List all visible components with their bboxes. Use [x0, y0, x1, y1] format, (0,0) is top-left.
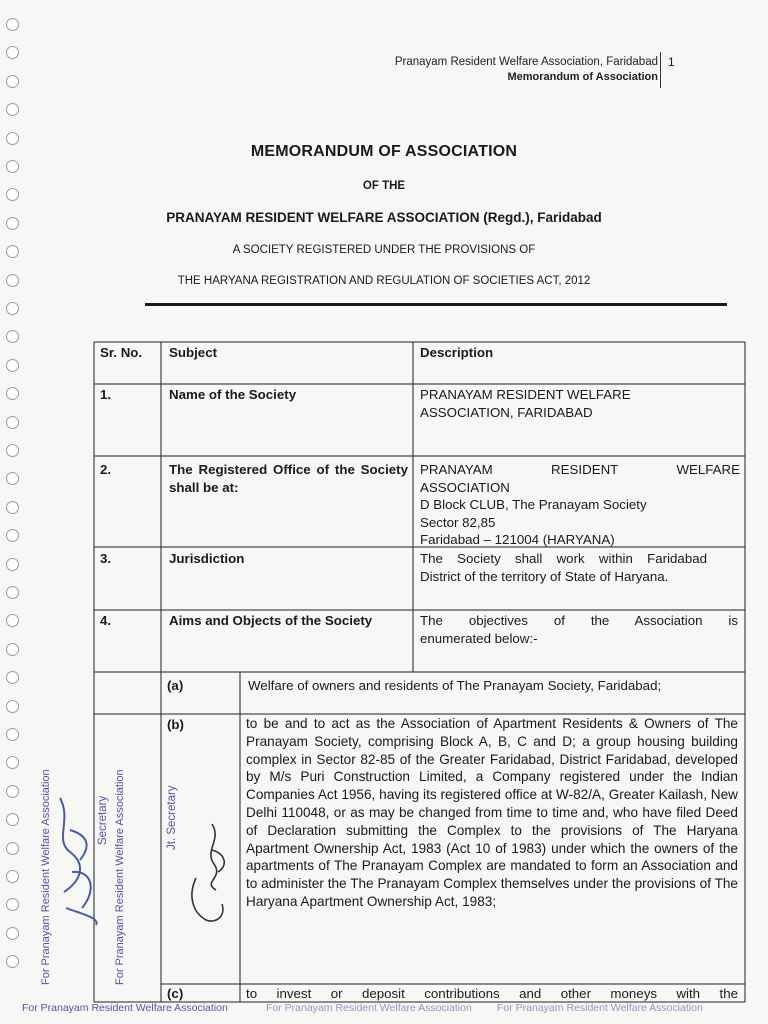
objective-a-label: (a)	[167, 678, 184, 693]
footer-stamp-2: For Pranayam Resident Welfare Association	[266, 1002, 472, 1014]
row-1-sr: 1.	[100, 387, 112, 402]
footer-stamp-1: For Pranayam Resident Welfare Association	[22, 1002, 228, 1014]
row-2-desc-line: Sector 82,85	[420, 514, 496, 530]
row-3-desc-line: District of the territory of State of Haryana.	[420, 568, 669, 584]
row-4-desc-line: enumerated below:-	[420, 630, 538, 646]
row-2-desc-line: PRANAYAM RESIDENT WELFARE	[420, 462, 740, 477]
association-stamp-left: For Pranayam Resident Welfare Association	[40, 769, 52, 985]
row-1-desc-line: ASSOCIATION, FARIDABAD	[420, 404, 593, 420]
running-header-org: Pranayam Resident Welfare Association, Faridabad	[394, 56, 658, 68]
table-header-description: Description	[420, 345, 494, 360]
row-1-description	[420, 386, 738, 421]
row-2-description	[420, 461, 740, 549]
row-3-subject: Jurisdiction	[169, 551, 245, 566]
running-header-doc: Memorandum of Association	[507, 71, 658, 83]
objective-a-text: Welfare of owners and residents of The Pranayam Society, Faridabad;	[248, 678, 662, 693]
row-2-desc-line: D Block CLUB, The Pranayam Society	[420, 497, 647, 513]
table-header-sr: Sr. No.	[100, 345, 143, 360]
row-1-desc-line: PRANAYAM RESIDENT WELFARE	[420, 387, 631, 402]
row-2-subject: The Registered Office of the Society shall be at:	[169, 462, 408, 495]
jt-secretary-stamp: Jt. Secretary	[166, 785, 178, 850]
row-3-desc-line: The Society shall work within Faridabad	[420, 551, 707, 566]
row-4-desc-line: The objectives of the Association is	[420, 613, 738, 628]
organization-name: PRANAYAM RESIDENT WELFARE ASSOCIATION (Regd.), Faridabad	[166, 210, 602, 225]
row-2-desc-line: ASSOCIATION	[420, 479, 510, 495]
row-4-description	[420, 612, 738, 647]
row-1-subject: Name of the Society	[169, 387, 297, 402]
objective-c-text: to invest or deposit contributions and other moneys with the	[246, 986, 738, 1001]
secretary-stamp: Secretary	[97, 795, 109, 845]
row-4-sr: 4.	[100, 613, 112, 628]
row-2-sr: 2.	[100, 462, 112, 477]
row-4-subject: Aims and Objects of the Society	[169, 613, 373, 628]
row-3-sr: 3.	[100, 551, 112, 566]
title-of-the: OF THE	[362, 180, 406, 192]
document-title: MEMORANDUM OF ASSOCIATION	[250, 143, 518, 160]
objective-c-label: (c)	[167, 986, 184, 1001]
page-number: 1	[668, 55, 675, 69]
row-3-description	[420, 550, 707, 585]
objective-b-text: to be and to act as the Association of Apartment Residents & Owners of The Pranayam Society, comprising Block A, B, C and D; a group housing building complex in Sector 82-85 of the Greater Faridabad, District Faridabad, developed by M/s Puri Construction Limited, a Company registered under the Indian Companies Act 1956, having its registered office at W-82/A, Greater Kailash, New Delhi 110048, or as may be changed from time to time and, who have filed Deed of Declaration submitting the Complex to the provisions of The Haryana Apartment Ownership Act, 1983 (Act 10 of 1983) under which the owners of the apartments of The Pranayam Complex are mandated to form an Association and to administer the The Pranayam Complex themselves under the provisions of The Haryana Apartment Ownership Act, 1983;	[246, 716, 738, 909]
objective-b-label: (b)	[167, 717, 184, 732]
footer-stamp-3: For Pranayam Resident Welfare Association	[497, 1002, 703, 1014]
signature-jt-secretary	[182, 820, 237, 940]
table-header-subject: Subject	[169, 345, 218, 360]
row-2-desc-line: Faridabad – 121004 (HARYANA)	[420, 532, 615, 548]
secretary-org-stamp: For Pranayam Resident Welfare Association	[114, 769, 126, 985]
subtitle-line-2: THE HARYANA REGISTRATION AND REGULATION OF SOCIETIES ACT, 2012	[177, 275, 591, 287]
signature-secretary	[52, 790, 112, 930]
subtitle-line-1: A SOCIETY REGISTERED UNDER THE PROVISIONS OF	[232, 244, 536, 256]
